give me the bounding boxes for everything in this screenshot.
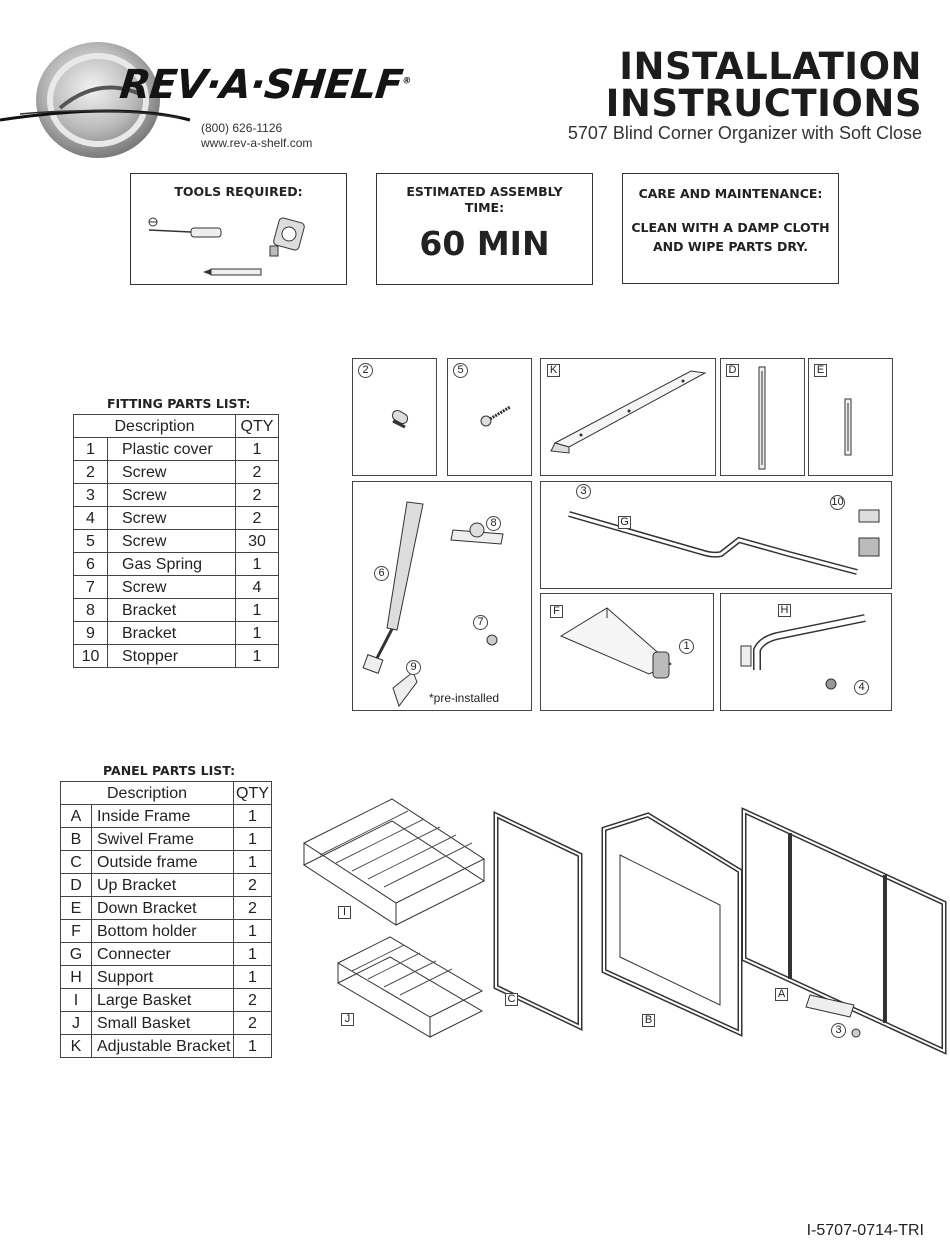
part-description-cell: Gas Spring xyxy=(108,553,236,576)
table-row xyxy=(61,851,272,874)
part-qty-cell: 2 xyxy=(236,461,279,484)
part-qty-cell: 4 xyxy=(236,576,279,599)
care-instructions: CLEAN WITH A DAMP CLOTH AND WIPE PARTS DRY. xyxy=(631,220,830,254)
part-id-cell: 6 xyxy=(74,553,108,576)
tools-illustration xyxy=(131,200,346,280)
table-row xyxy=(61,1035,272,1058)
part-id-cell: 9 xyxy=(74,622,108,645)
website-url: www.rev-a-shelf.com xyxy=(201,136,313,150)
part-description-cell: Outside frame xyxy=(92,851,234,874)
part-qty-cell: 1 xyxy=(236,438,279,461)
adjustable-bracket-icon xyxy=(541,359,717,477)
part-qty-cell: 1 xyxy=(236,599,279,622)
document-code: I-5707-0714-TRI xyxy=(806,1222,924,1239)
table-header-row xyxy=(61,782,272,805)
part-qty-cell: 1 xyxy=(234,851,272,874)
part-id-cell: K xyxy=(61,1035,92,1058)
part-id-cell: G xyxy=(61,943,92,966)
part-label: 10 xyxy=(831,496,844,508)
part-id-cell: 5 xyxy=(74,530,108,553)
column-header-qty: QTY xyxy=(236,415,279,438)
part-qty-cell: 1 xyxy=(236,645,279,668)
part-qty-cell: 2 xyxy=(236,507,279,530)
part-description-cell: Plastic cover xyxy=(108,438,236,461)
part-id-cell: 7 xyxy=(74,576,108,599)
part-description-cell: Screw xyxy=(108,484,236,507)
table-row xyxy=(74,438,279,461)
part-label: 9 xyxy=(406,660,421,675)
assembly-time-title: ESTIMATED ASSEMBLY TIME: xyxy=(406,184,563,215)
wood-screw-icon xyxy=(448,359,533,477)
panel-parts-illustration xyxy=(300,795,950,1055)
assembly-time-value: 60 MIN xyxy=(419,224,550,263)
part-label: 7 xyxy=(473,615,488,630)
table-row xyxy=(74,530,279,553)
part-id-cell: A xyxy=(61,805,92,828)
table-row xyxy=(74,622,279,645)
table-row xyxy=(74,507,279,530)
part-f-diagram xyxy=(540,593,714,711)
part-label: C xyxy=(505,993,518,1006)
part-id-cell: 10 xyxy=(74,645,108,668)
part-qty-cell: 1 xyxy=(234,920,272,943)
part-qty-cell: 1 xyxy=(234,943,272,966)
part-label: K xyxy=(547,364,560,377)
support-icon xyxy=(721,594,893,712)
panel-parts-table xyxy=(60,781,272,1058)
table-row xyxy=(61,1012,272,1035)
part-id-cell: E xyxy=(61,897,92,920)
part-k-diagram xyxy=(540,358,716,476)
fitting-parts-title: FITTING PARTS LIST: xyxy=(107,396,251,411)
part-id-cell: 4 xyxy=(74,507,108,530)
part-label: J xyxy=(341,1013,354,1026)
part-description-cell: Adjustable Bracket xyxy=(92,1035,234,1058)
gas-spring-assembly-diagram xyxy=(352,481,532,711)
preinstalled-note: *pre-installed xyxy=(429,691,500,705)
part-label: F xyxy=(550,605,563,618)
part-label: 3 xyxy=(831,1023,846,1038)
part-description-cell: Bracket xyxy=(108,599,236,622)
part-description-cell: Bracket xyxy=(108,622,236,645)
part-label: H xyxy=(778,604,791,617)
table-row xyxy=(61,874,272,897)
part-label: 3 xyxy=(576,484,591,499)
part-description-cell: Screw xyxy=(108,461,236,484)
part-id-cell: C xyxy=(61,851,92,874)
part-description-cell: Screw xyxy=(108,530,236,553)
table-header-row xyxy=(74,415,279,438)
part-description-cell: Stopper xyxy=(108,645,236,668)
fitting-parts-table xyxy=(73,414,279,668)
screwdriver-icon xyxy=(149,218,221,237)
part-h-diagram xyxy=(720,593,892,711)
part-qty-cell: 30 xyxy=(236,530,279,553)
part-description-cell: Small Basket xyxy=(92,1012,234,1035)
table-row xyxy=(61,943,272,966)
part-description-cell: Screw xyxy=(108,576,236,599)
part-label: 1 xyxy=(679,639,694,654)
part-qty-cell: 2 xyxy=(234,1012,272,1035)
part-description-cell: Up Bracket xyxy=(92,874,234,897)
screw-icon xyxy=(353,359,438,477)
table-row xyxy=(74,553,279,576)
column-header-qty: QTY xyxy=(234,782,272,805)
panel-parts-title: PANEL PARTS LIST: xyxy=(103,763,236,778)
part-id-cell: I xyxy=(61,989,92,1012)
part-qty-cell: 1 xyxy=(234,966,272,989)
table-row xyxy=(74,576,279,599)
part-qty-cell: 2 xyxy=(236,484,279,507)
part-id-cell: 8 xyxy=(74,599,108,622)
swivel-frame-icon xyxy=(604,815,740,1033)
table-row xyxy=(61,966,272,989)
inside-frame-icon xyxy=(744,811,944,1051)
part-description-cell: Inside Frame xyxy=(92,805,234,828)
part-qty-cell: 1 xyxy=(236,553,279,576)
part-label: D xyxy=(726,364,739,377)
part-id-cell: J xyxy=(61,1012,92,1035)
part-d-diagram xyxy=(720,358,805,476)
table-row xyxy=(74,484,279,507)
part-label: 5 xyxy=(453,363,468,378)
part-description-cell: Swivel Frame xyxy=(92,828,234,851)
table-row xyxy=(61,805,272,828)
tape-measure-icon xyxy=(270,217,305,256)
tools-required-box xyxy=(130,173,347,285)
part-qty-cell: 1 xyxy=(236,622,279,645)
product-subtitle: 5707 Blind Corner Organizer with Soft Close xyxy=(567,123,922,143)
part-e-diagram xyxy=(808,358,893,476)
part-description-cell: Support xyxy=(92,966,234,989)
column-header-description: Description xyxy=(74,415,236,438)
part-label: B xyxy=(642,1014,655,1027)
part-label: 4 xyxy=(854,680,869,695)
column-header-description: Description xyxy=(61,782,234,805)
table-row xyxy=(61,897,272,920)
brand-name: REV·A·SHELF® xyxy=(117,62,411,108)
part-label: I xyxy=(338,906,351,919)
assembly-time-box xyxy=(376,173,593,285)
part-qty-cell: 1 xyxy=(234,828,272,851)
part-label: 8 xyxy=(486,516,501,531)
part-description-cell: Down Bracket xyxy=(92,897,234,920)
part-description-cell: Connecter xyxy=(92,943,234,966)
up-bracket-icon xyxy=(721,359,806,477)
part-qty-cell: 2 xyxy=(234,874,272,897)
gas-spring-icon xyxy=(353,482,533,712)
table-row xyxy=(74,599,279,622)
part-label: G xyxy=(618,516,631,529)
part-qty-cell: 2 xyxy=(234,989,272,1012)
part-label: 6 xyxy=(374,566,389,581)
part-description-cell: Bottom holder xyxy=(92,920,234,943)
down-bracket-icon xyxy=(809,359,894,477)
page-title-line2: INSTRUCTIONS xyxy=(605,82,922,125)
table-row xyxy=(61,920,272,943)
part-qty-cell: 2 xyxy=(234,897,272,920)
part-2-diagram xyxy=(352,358,437,476)
table-row xyxy=(74,645,279,668)
part-qty-cell: 1 xyxy=(234,805,272,828)
large-basket-icon xyxy=(304,799,484,925)
part-label: E xyxy=(814,364,827,377)
part-g-diagram xyxy=(540,481,892,589)
part-description-cell: Large Basket xyxy=(92,989,234,1012)
part-qty-cell: 1 xyxy=(234,1035,272,1058)
part-description-cell: Screw xyxy=(108,507,236,530)
part-id-cell: 2 xyxy=(74,461,108,484)
part-id-cell: B xyxy=(61,828,92,851)
table-row xyxy=(61,989,272,1012)
table-row xyxy=(74,461,279,484)
part-label: A xyxy=(775,988,788,1001)
part-id-cell: D xyxy=(61,874,92,897)
part-id-cell: F xyxy=(61,920,92,943)
part-id-cell: 1 xyxy=(74,438,108,461)
small-basket-icon xyxy=(338,937,482,1037)
part-label: 2 xyxy=(358,363,373,378)
part-id-cell: H xyxy=(61,966,92,989)
part-id-cell: 3 xyxy=(74,484,108,507)
care-title: CARE AND MAINTENANCE: xyxy=(638,186,823,201)
phone-number: (800) 626-1126 xyxy=(201,121,283,135)
page-title-line1: INSTALLATION xyxy=(619,45,922,88)
pencil-icon xyxy=(203,269,261,275)
part-5-diagram xyxy=(447,358,532,476)
tools-title: TOOLS REQUIRED: xyxy=(174,184,303,199)
care-maintenance-box xyxy=(622,173,839,284)
table-row xyxy=(61,828,272,851)
